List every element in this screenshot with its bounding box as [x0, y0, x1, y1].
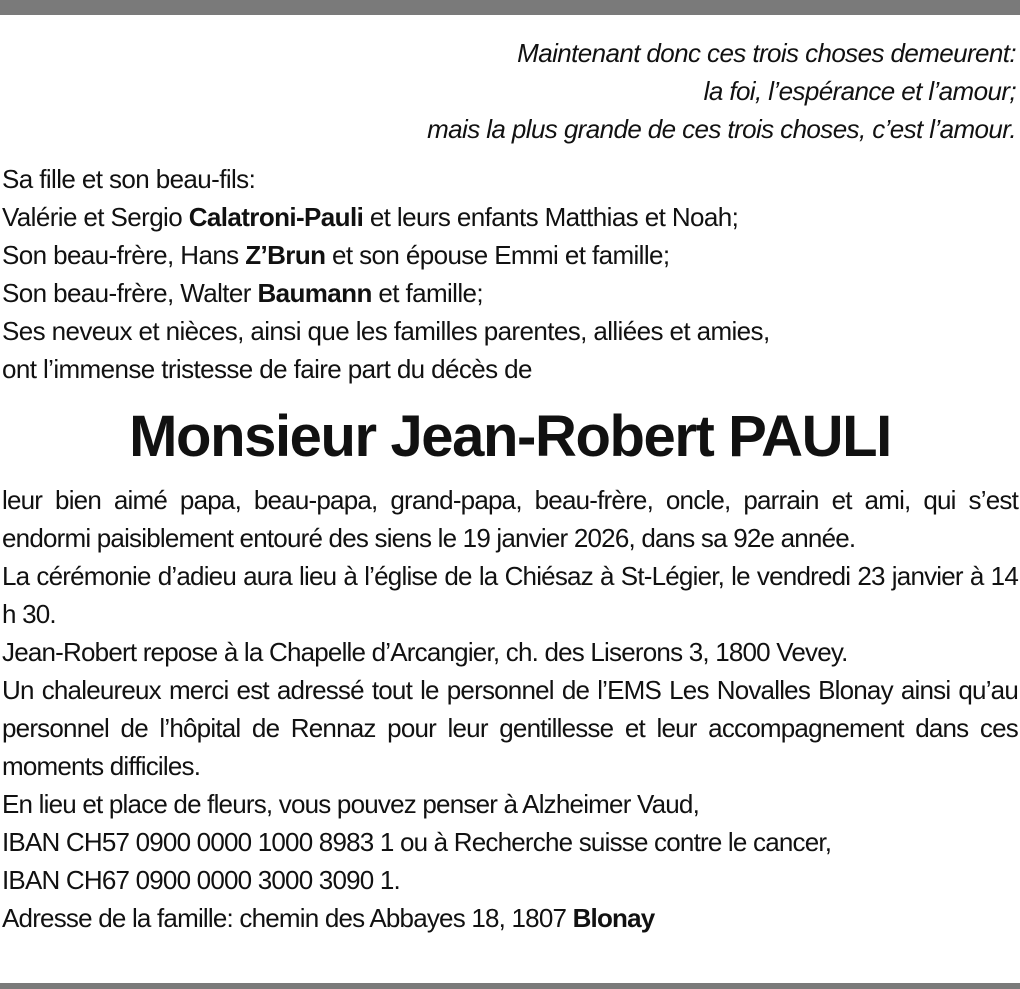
- family-line-2: [2, 236, 1018, 274]
- family-address: [2, 899, 1018, 937]
- family-announcement: [2, 160, 1018, 388]
- top-rule: [0, 0, 1020, 15]
- family-line-3-post: et famille;: [371, 278, 484, 308]
- family-address-city: Blonay: [572, 903, 655, 933]
- family-line-3: [2, 274, 1018, 312]
- family-line-1: [2, 198, 1018, 236]
- deceased-name: Monsieur Jean-Robert PAULI: [129, 404, 891, 469]
- body-donation-line-1: En lieu et place de fleurs, vous pouvez penser à Alzheimer Vaud,: [2, 789, 699, 819]
- body-donation-line-2: IBAN CH57 0900 0000 1000 8983 1 ou à Recherche suisse contre le cancer,: [2, 827, 832, 857]
- family-line-5: ont l’immense tristesse de faire part du décès de: [2, 354, 532, 384]
- body-paragraph-thanks: Un chaleureux merci est adressé tout le personnel de l’EMS Les Novalles Blonay ainsi qu’au personnel de l’hôpital de Rennaz pour leur gentillesse et leur accompagnement dans ces moments difficiles.: [2, 675, 1018, 781]
- family-name-zbrun: Z’Brun: [245, 240, 326, 270]
- family-line-3-pre: Son beau-frère, Walter: [2, 278, 258, 308]
- quote-line-2: la foi, l’espérance et l’amour;: [703, 76, 1016, 106]
- announcement-body: [2, 481, 1018, 937]
- body-paragraph-1: leur bien aimé papa, beau-papa, grand-papa, beau-frère, oncle, parrain et ami, qui s’est endormi paisiblement entouré des siens le 19 janvier 2026, dans sa 92e année.: [2, 485, 1018, 553]
- body-paragraph-ceremony: La cérémonie d’adieu aura lieu à l’église de la Chiésaz à St-Légier, le vendredi 23 janvier à 14 h 30.: [2, 561, 1018, 629]
- family-name-calatroni-pauli: Calatroni-Pauli: [188, 202, 364, 232]
- family-address-text: Adresse de la famille: chemin des Abbayes 18, 1807: [2, 903, 573, 933]
- bottom-rule: [0, 983, 1020, 989]
- family-line-2-pre: Son beau-frère, Hans: [2, 240, 246, 270]
- family-intro: Sa fille et son beau-fils:: [2, 164, 256, 194]
- family-line-4: Ses neveux et nièces, ainsi que les familles parentes, alliées et amies,: [2, 316, 770, 346]
- body-paragraph-repose: Jean-Robert repose à la Chapelle d’Arcangier, ch. des Liserons 3, 1800 Vevey.: [2, 637, 848, 667]
- epigraph-quote: [427, 34, 1016, 148]
- family-line-1-pre: Valérie et Sergio: [2, 202, 189, 232]
- body-donation-line-3: IBAN CH67 0900 0000 3000 3090 1.: [2, 865, 400, 895]
- family-name-baumann: Baumann: [257, 278, 372, 308]
- family-line-2-post: et son épouse Emmi et famille;: [325, 240, 670, 270]
- family-line-1-post: et leurs enfants Matthias et Noah;: [363, 202, 739, 232]
- quote-line-3: mais la plus grande de ces trois choses, c’est l’amour.: [427, 114, 1016, 144]
- quote-line-1: Maintenant donc ces trois choses demeurent:: [517, 38, 1016, 68]
